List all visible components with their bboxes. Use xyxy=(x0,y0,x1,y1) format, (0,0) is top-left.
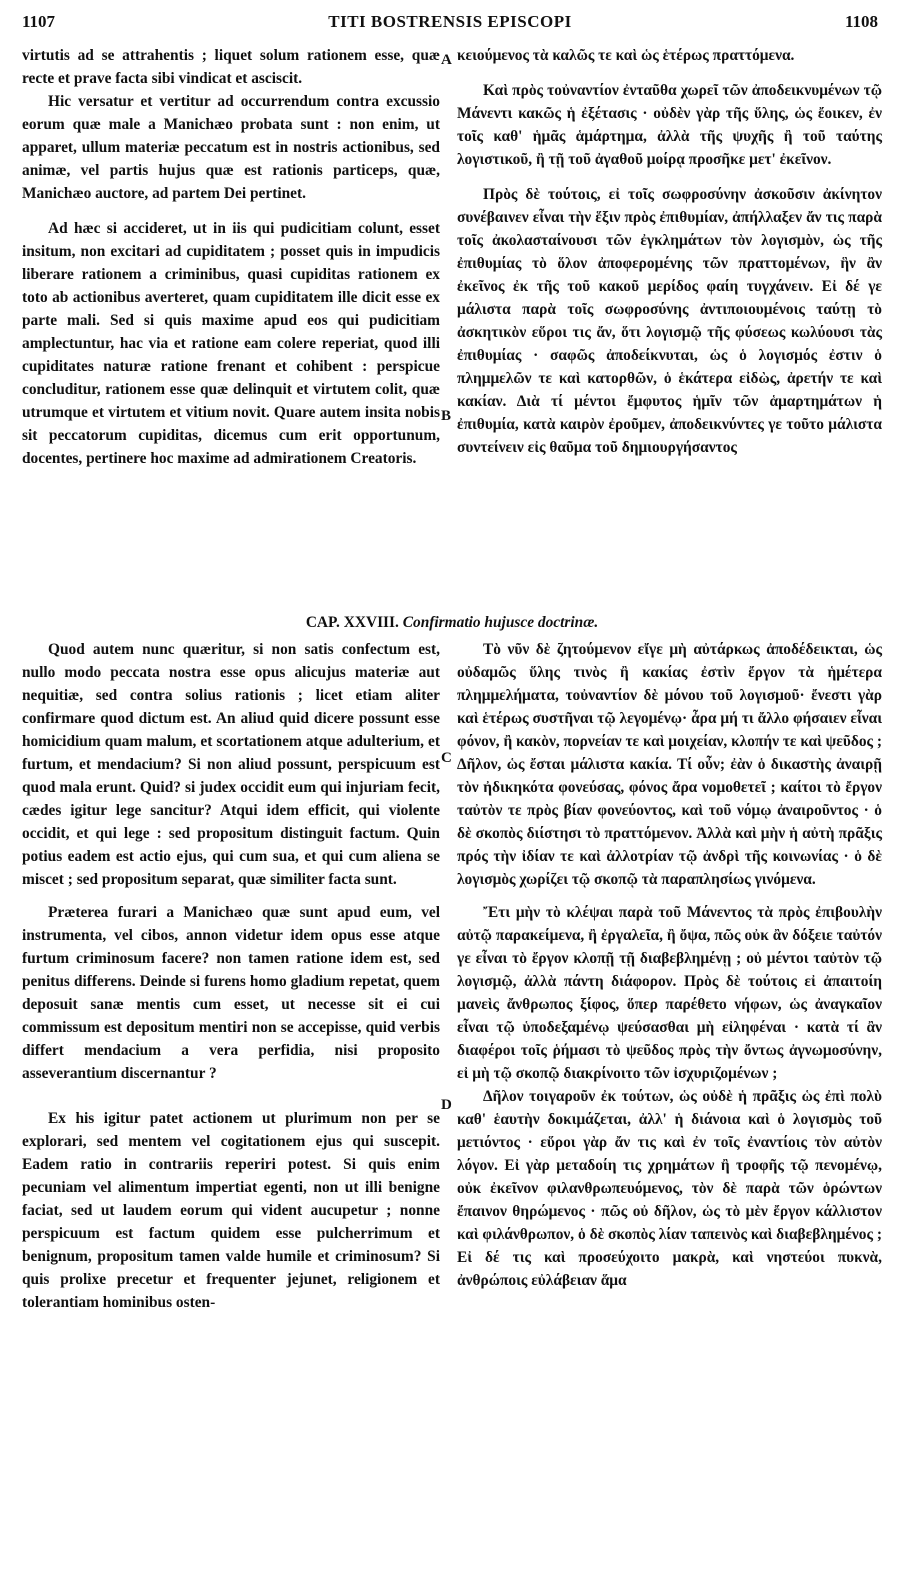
right-page-number: 1108 xyxy=(844,12,878,31)
section-marker-b: B xyxy=(441,408,452,424)
greek-paragraph: Καὶ πρὸς τοὐναντίον ἐνταῦθα χωρεῖ τῶν ἀποδεικνυμένων τῷ Μάνεντι κακῶς ἡ ἐξέτασις · οὐδὲν γὰρ τῆς ὕλης, ὡς ἔοικεν, ἐν τοῖς καθ' ἡμᾶς ἁμάρτημα, ἀλλὰ τῆς ψυχῆς ἢ τοῦ ταύτης λογιστικοῦ, ἢ τῇ τοῦ ἀγαθοῦ μοίρᾳ προσῆκε μετ' ἐκεῖνον. xyxy=(457,82,882,168)
section-marker-a: A xyxy=(441,52,452,68)
greek-column-bottom xyxy=(457,638,882,1292)
greek-paragraph: Πρὸς δὲ τούτοις, εἰ τοῖς σωφροσύνην ἀσκοῦσιν ἀκίνητον συνέβαινεν εἶναι τὴν ἕξιν πρὸς ἐπιθυμίαν, ἀπήλλαξεν ἄν τις παρὰ τοῖς ἀκολασταίνουσι τῶν ἐγκλημάτων τὸν λογισμὸν, ὡς τῆς ἐπιθυμίας τὸ ὅλον ἀποφερομένης τῶν πραττομένων, ἣν ἂν ἐκεῖνος ἐκ τῆς τοῦ κακοῦ μερίδος φαίη τυγχάνειν. Εἰ δέ γε μάλιστα παρὰ τοῖς σωφροσύνης ἀντιποιουμένοις ταύτῃ τὸ ἀσκητικὸν εὕροι τις ἄν, ὅτι λογισμῷ τῆς φύσεως κωλύουσι τὰς ἐπιθυμίας · σαφῶς ἀποδείκνυται, ὡς ὁ λογισμός ἐστιν ὁ πλημμελῶν τε καὶ κατορθῶν, ὁ ἑκάτερα εἰδὼς, ἀρετήν τε καὶ κακίαν. Διὰ τί μέντοι ἔμφυτος ἡμῖν τῶν ἁμαρτημάτων ἡ ἐπιθυμία, κατὰ καιρὸν ἐροῦμεν, ἀποδεικνύντες γε τοῦτο μάλιστα συντείνειν εἰς θαῦμα τοῦ δημιουργήσαντος xyxy=(457,186,882,456)
greek-paragraph: Ἔτι μὴν τὸ κλέψαι παρὰ τοῦ Μάνεντος τὰ πρὸς ἐπιβουλὴν αὐτῷ παρακείμενα, ἢ ἐργαλεῖα, ἢ ὄψα, πῶς οὐκ ἂν δόξειε ταὐτόν γε εἶναι τὸ ἔργον κλοπῇ τῇ διαβεβλημένῃ ; οὐ μέντοι ταὐτὸν τῷ λογισμῷ, ἀλλὰ πάντη διάφορον. Πρὸς δὲ τούτοις εἰ ἀπαιτοίη μανεὶς ἄνθρωπος ξίφος, ὅπερ παρέθετο νήφων, ὡς ἀναγκαῖον εἶναι τῷ ὑποδεξαμένῳ ψεύσασθαι μὴ εἰληφέναι · κατὰ τί ἂν διαφέροι τοῖς ῥήμασι τὸ ψεῦδος πρὸς τὴν ὄντως ἀγνωμοσύνην, εἰ μὴ τῷ σκοπῷ διακρίνοιτο τῶν ἰσχυριζομένων ; xyxy=(457,904,882,1082)
greek-paragraph: Τὸ νῦν δὲ ζητούμενον εἴγε μὴ αὐτάρκως ἀποδέδεικται, ὡς οὐδαμῶς ὕλης τινὸς ἢ κακίας ἐστὶν ἔργον τὰ ἡμέτερα πλημμελήματα, τοὐναντίον δὲ μόνου τοῦ λογισμοῦ· ἔνεστι γὰρ καὶ ἑτέρως συστῆναι τῷ λεγομένῳ· ἆρα μή τι ἄλλο φήσαιεν εἶναι φόνον, ἢ κακὸν, πορνείαν τε καὶ μοιχείαν, κλοπήν τε καὶ ψεῦδος ; Δῆλον, ὡς ἔσται μάλιστα κακία. Τί οὖν; ἐὰν ὁ δικαστὴς ἀναιρῇ τὸν ἠδικηκότα φονεύσας, φόνος ἄρα νομοθετεῖ ; καίτοι τὸ ἔργον ταὐτὸν τε πρὸς βίαν φονεύοντος, καὶ τοῦ νόμῳ ἀναιροῦντος · ὁ δὲ σκοπὸς διίστησι τὸ πραττόμενον. Ἀλλὰ καὶ μὴν ἡ αὐτὴ πρᾶξις πρός τὴν ἰδίαν τε καὶ ἀλλοτρίαν τῷ ἀνδρὶ τῆς κοινωνίας · ὁ δὲ λογισμὸς χωρίζει τῷ σκοπῷ τὰ παραπλησίως γινόμενα. xyxy=(457,641,882,888)
latin-paragraph: Quod autem nunc quæritur, si non satis confectum est, nullo modo peccata nostra esse opus alicujus materiæ aut nequitiæ, sed contra solius rationis ; licet etiam aliter confirmare quod dictum est. An aliud quid dicere possunt esse homicidium quam malum, et scortationem atque adulterium, et furtum, et mendacium? Si non aliud possunt, perspicuum est quod mala erunt. Quid? si judex occidit eum qui injuriam fecit, cædes igitur lege sancitur? Atqui idem efficit, qui violente occidit, et qui lege : sed propositum distinguit factum. Quin potius eadem est actio ejus, qui cum sua, et qui cum aliena se miscet ; sed propositum separat, quæ similiter facta sunt. xyxy=(22,641,440,888)
chapter-heading xyxy=(22,612,882,634)
greek-paragraph: κειούμενος τὰ καλῶς τε καὶ ὡς ἑτέρως πραττόμενα. xyxy=(457,47,795,64)
latin-paragraph: Ad hæc si accideret, ut in iis qui pudicitiam colunt, esset insitum, non excitari ad cupiditatem ; posset quis in impudicis liberare rationem a criminibus, quasi cupiditas rationem ex toto ab actionibus averteret, quam cupiditatem ille dicit esse ex parte mali. Sed si quis maxime apud eos qui pudicitiam amplectuntur, hac via et ratione eam colere reperiat, quod illi cupiditates naturæ ratione frenant et cohibent : perspicue concluditur, rationem esse quæ delinquit et virtutem colit, quæ utrumque et virtutem et vitium novit. Quare autem insita nobis sit peccatorum cupiditas, dicemus cum erit opportunum, docentes, pertinere hoc maxime ad admirationem Creatoris. xyxy=(22,220,440,467)
latin-paragraph: virtutis ad se attrahentis ; liquet solum rationem esse, quæ recte et prave facta sibi vindicat et asciscit. xyxy=(22,47,440,87)
running-title: TITI BOSTRENSIS EPISCOPI xyxy=(328,12,572,31)
chapter-title: Confirmatio hujusce doctrinæ. xyxy=(402,614,599,631)
chapter-number: CAP. XXVIII. xyxy=(305,614,399,631)
latin-column-top xyxy=(22,44,440,470)
latin-paragraph: Hic versatur et vertitur ad occurrendum contra excussio eorum quæ male a Manichæo probata sunt : non enim, ut apparet, ullum materiæ peccatum est in nostris actionibus, sed animæ, vel partis hujus quæ est rationis particeps, quæ, Manichæo auctore, ad partem Dei pertinet. xyxy=(22,93,440,202)
latin-column-bottom xyxy=(22,638,440,1314)
latin-paragraph: Ex his igitur patet actionem ut plurimum non per se explorari, sed mentem vel cogitationem ejus qui suscepit. Eadem ratio in contrariis reperiri potest. Si quis enim pecuniam vel alimentum impertiat egenti, non ut illi benigne faciat, sed ut laudem eorum qui vident aucupetur ; nonne perspicuum est factum quidem esse pulcherrimum et benignum, propositum tamen valde humile et criminosum? Si quis prolixe precetur et frequenter jejunet, religionem et tolerantiam hominibus osten- xyxy=(22,1110,440,1311)
latin-paragraph: Præterea furari a Manichæo quæ sunt apud eum, vel instrumenta, vel cibos, annon videtur idem opus esse atque furtum criminosum facere? non tamen ratione idem est, sed penitus differens. Deinde si furens homo gladium repetat, quem deposuit sanæ mentis cum esset, ut necesse sit ei cui commissum est depositum mentiri non se accepisse, quid verbis differt mendacium a vera perfidia, nisi proposito asseverantium discernantur ? xyxy=(22,904,440,1082)
section-marker-c: C xyxy=(441,750,452,766)
greek-column-top xyxy=(457,44,882,459)
section-marker-d: D xyxy=(441,1097,452,1113)
running-header xyxy=(22,12,878,36)
greek-paragraph: Δῆλον τοιγαροῦν ἐκ τούτων, ὡς οὐδὲ ἡ πρᾶξις ὡς ἐπὶ πολὺ καθ' ἑαυτὴν δοκιμάζεται, ἀλλ' ἡ διάνοια καὶ ὁ λογισμὸς τοῦ μετιόντος · εὕροι γὰρ ἄν τις καὶ ἐν τοῖς ἐναντίοις τὸν αὐτὸν λόγον. Εἰ γὰρ μεταδοίη τις χρημάτων ἢ τροφῆς τῷ πενομένῳ, οὐκ ἐκεῖνον φιλανθρωπευόμενος, τὸν δὲ παρὰ τῶν ὁρώντων ἔπαινον θηρώμενος · πῶς οὐ δῆλον, ὡς τὸ μὲν ἔργον κάλλιστον καὶ φιλάνθρωπον, ὁ δὲ σκοπὸς λίαν ταπεινὸς καὶ διαβεβλημένος ; Εἰ δέ τις καὶ προσεύχοιτο μακρὰ, καὶ νηστεύοι πυκνὰ, ἀνθρώποις εὐλάβειαν ἅμα xyxy=(457,1088,882,1289)
left-page-number: 1107 xyxy=(22,12,56,31)
